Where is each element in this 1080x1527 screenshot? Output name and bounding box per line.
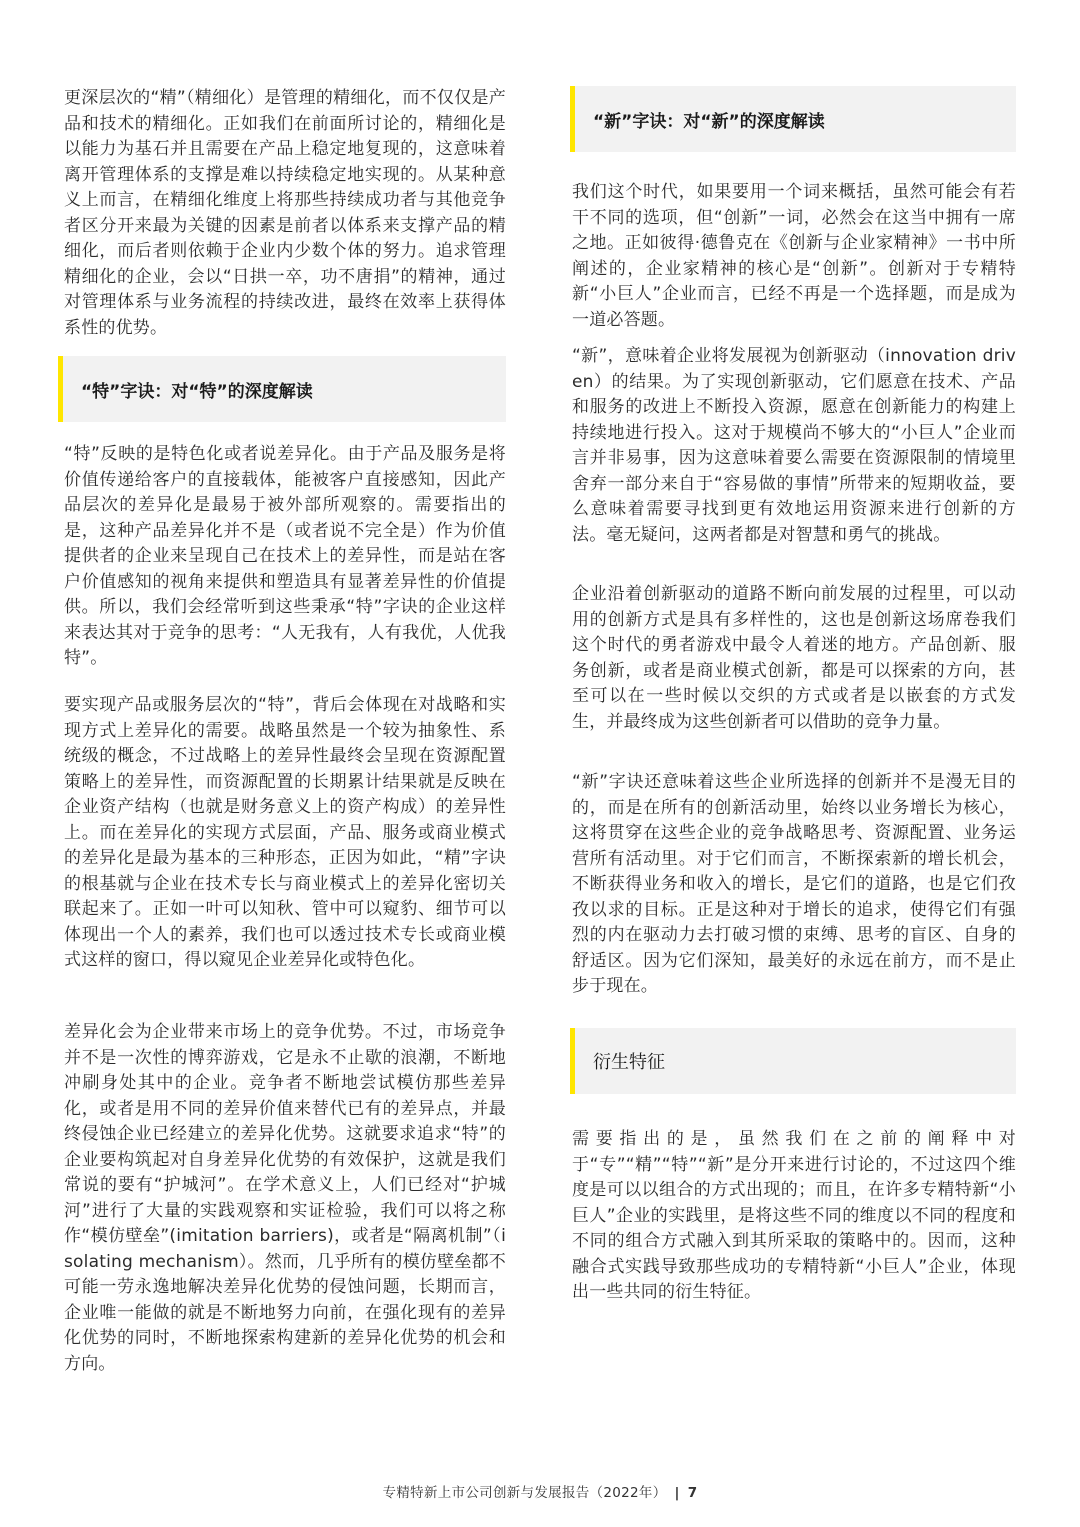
xin-paragraph-1: 我们这个时代，如果要用一个词来概括，虽然可能会有若干不同的选项，但“创新”一词，必然会在这当中拥有一席之地。正如彼得·德鲁克在《创新与企业家精神》一书中所阐述的，企业家精神的核心是“创新”。创新对于专精特新“小巨人”企业而言，已经不再是一个选择题，而是成为一道必答题。 [572,182,1016,330]
te-paragraph-3: 差异化会为企业带来市场上的竞争优势。不过，市场竞争并不是一次性的博弈游戏，它是永不止歇的浪潮，不断地冲刷身处其中的企业。竞争者不断地尝试模仿那些差异化，或者是用不同的差异价值来替代已有的差异点，并最终侵蚀企业已经建立的差异化优势。这就要求追求“特”的企业要构筑起对自身差异化优势的有效保护，这就是我们常说的要有“护城河”。在学术意义上，人们已经对“护城河”进行了大量的实践观察和实证检验，我们可以将之称作“模仿壁垒”(imitation barriers)，或者是“隔离机制”（isolating mechanism）。然而，几乎所有的模仿壁垒都不可能一劳永逸地解决差异化优势的侵蚀问题，长期而言，企业唯一能做的就是不断地努力向前，在强化现有的差异化优势的同时，不断地探索构建新的差异化优势的机会和方向。 [64,1022,506,1374]
section-heading-derived-text: 衍生特征 [593,1052,665,1073]
footer-report-title: 专精特新上市公司创新与发展报告（2022年） [382,1485,667,1501]
xin-paragraph-2: “新”，意味着企业将发展视为创新驱动（innovation driven）的结果。为了实现创新驱动，它们愿意在技术、产品和服务的改进上不断投入资源，愿意在创新能力的构建上持续地进行投入。这对于规模尚不够大的“小巨人”企业而言并非易事，因为这意味着要么需要在资源限制的情境里舍弃一部分来自于“容易做的事情”所带来的短期收益，要么意味着需要寻找到更有效地运用资源来进行创新的方法。毫无疑问，这两者都是对智慧和勇气的挑战。 [572,346,1016,545]
intro-paragraph: 更深层次的“精”（精细化）是管理的精细化，而不仅仅是产品和技术的精细化。正如我们在前面所讨论的，精细化是以能力为基石并且需要在产品上稳定地复现的，这意味着离开管理体系的支撑是难以持续稳定地实现的。从某种意义上而言，在精细化维度上将那些持续成功者与其他竞争者区分开来最为关键的因素是前者以体系来支撑产品的精细化，而后者则依赖于企业内少数个体的努力。追求管理精细化的企业，会以“日拱一卒，功不唐捐”的精神，通过对管理体系与业务流程的持续改进，最终在效率上获得体系性的优势。 [64,88,506,338]
derived-paragraph-1: 需要指出的是，虽然我们在之前的阐释中对于“专”“精”“特”“新”是分开来进行讨论的，不过这四个维度是可以以组合的方式出现的；而且，在许多专精特新“小巨人”企业的实践里，是将这些不同的维度以不同的程度和不同的组合方式融入到其所采取的策略中的。因而，这种融合式实践导致那些成功的专精特新“小巨人”企业，体现出一些共同的衍生特征。 [572,1129,1016,1302]
section-heading-te [58,356,506,422]
section-heading-te-text: “特”字诀：对“特”的深度解读 [81,381,313,402]
page-number: 7 [687,1485,698,1501]
section-heading-xin-text: “新”字诀：对“新”的深度解读 [593,111,825,132]
xin-paragraph-4: “新”字诀还意味着这些企业所选择的创新并不是漫无目的的，而是在所有的创新活动里，始终以业务增长为核心，这将贯穿在这些企业的竞争战略思考、资源配置、业务运营所有活动里。对于它们而言，不断探索新的增长机会，不断获得业务和收入的增长，是它们的道路，也是它们孜孜以求的目标。正是这种对于增长的追求，使得它们有强烈的内在驱动力去打破习惯的束缚、思考的盲区、自身的舒适区。因为它们深知，最美好的永远在前方，而不是止步于现在。 [572,772,1016,996]
section-heading-xin [570,86,1016,152]
te-paragraph-1: “特”反映的是特色化或者说差异化。由于产品及服务是将价值传递给客户的直接载体，能被客户直接感知，因此产品层次的差异化是最易于被外部所观察的。需要指出的是，这种产品差异化并不是（或者说不完全是）作为价值提供者的企业来呈现自己在技术上的差异性，而是站在客户价值感知的视角来提供和塑造具有显著差异性的价值提供。所以，我们会经常听到这些秉承“特”字诀的企业这样来表达其对于竞争的思考：“人无我有，人有我优，人优我特”。 [64,444,506,668]
xin-paragraph-3: 企业沿着创新驱动的道路不断向前发展的过程里，可以动用的创新方式是具有多样性的，这也是创新这场席卷我们这个时代的勇者游戏中最令人着迷的地方。产品创新、服务创新，或者是商业模式创新，都是可以探索的方向，甚至可以在一些时候以交织的方式或者是以嵌套的方式发生，并最终成为这些创新者可以借助的竞争力量。 [572,584,1016,732]
footer-separator: | [674,1485,680,1501]
section-heading-derived [570,1028,1016,1094]
page-footer [0,1481,1080,1501]
te-paragraph-2: 要实现产品或服务层次的“特”，背后会体现在对战略和实现方式上差异化的需要。战略虽然是一个较为抽象性、系统级的概念，不过战略上的差异性最终会呈现在资源配置策略上的差异性，而资源配置的长期累计结果就是反映在企业资产结构（也就是财务意义上的资产构成）的差异性上。而在差异化的实现方式层面，产品、服务或商业模式的差异化是最为基本的三种形态，正因为如此，“精”字诀的根基就与企业在技术专长与商业模式上的差异化密切关联起来了。正如一叶可以知秋、管中可以窥豹、细节可以体现出一个人的素养，我们也可以透过技术专长或商业模式这样的窗口，得以窥见企业差异化或特色化。 [64,695,506,970]
